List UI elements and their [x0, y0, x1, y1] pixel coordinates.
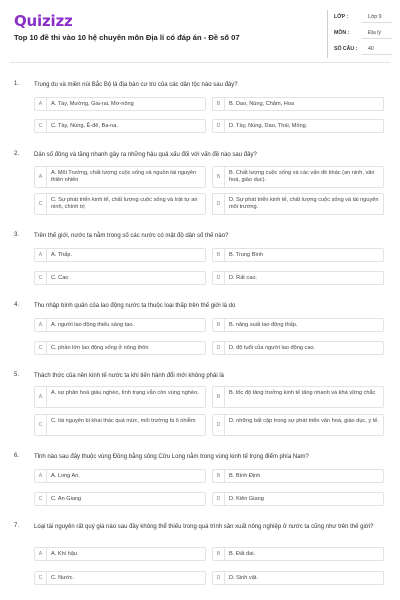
meta-count-label: SỐ CÂU : — [334, 46, 358, 52]
option-text: A. Thấp. — [51, 252, 73, 258]
question-number: 1. — [14, 81, 20, 87]
option-a[interactable] — [34, 386, 206, 408]
option-text: B. Đất đai. — [229, 551, 256, 557]
option-a[interactable] — [34, 318, 206, 332]
option-b[interactable] — [212, 97, 384, 111]
option-letter: A — [35, 387, 47, 407]
option-text: D. Sinh vật. — [229, 575, 258, 581]
option-letter: A — [35, 319, 47, 331]
meta-subject-value: Địa lý — [368, 30, 381, 36]
option-text: D. Kiên Giang — [229, 496, 264, 502]
option-text: B. Trung Bình — [229, 252, 264, 258]
option-text: D. những bất cập trong sự phát triển văn hoá, giáo dục, y tế. — [229, 418, 379, 424]
option-text: A. sự phân hoá giàu nghèo, tình trạng vẫn còn vùng nghèo. — [51, 390, 199, 396]
meta-grade-value: Lớp 9 — [368, 14, 382, 20]
option-letter: B — [213, 387, 225, 407]
option-d[interactable] — [212, 119, 384, 133]
option-text: A. Môi Trường, chất lượng cuộc sống và nguồn tài nguyên thiên nhiên — [51, 170, 197, 183]
meta-grade-line — [362, 22, 392, 23]
option-text: A. người lao động thiếu sáng tạo. — [51, 322, 134, 328]
option-letter: B — [213, 167, 225, 187]
option-letter: D — [213, 415, 225, 435]
option-text: C. An Giang — [51, 496, 82, 502]
meta-count-line — [362, 54, 392, 55]
worksheet-title: Top 10 đề thi vào 10 hệ chuyên môn Địa lí có đáp án - Đề số 07 — [14, 33, 240, 42]
option-b[interactable] — [212, 318, 384, 332]
option-a[interactable] — [34, 248, 206, 262]
option-letter: D — [213, 493, 225, 505]
option-text: C. phần lớn lao động sống ở nông thôn — [51, 345, 149, 351]
option-text: A. Khí hậu — [51, 551, 78, 557]
option-c[interactable] — [34, 341, 206, 355]
option-letter: B — [213, 548, 225, 560]
option-c[interactable] — [34, 414, 206, 436]
question-text: Thách thức của nền kinh tế nước ta khi tiến hành đổi mới không phải là — [34, 373, 225, 379]
option-c[interactable] — [34, 492, 206, 506]
option-text: C. Sự phát triển kinh tế, chất lượng cuộc sống và trật tự an ninh, chính trị — [51, 197, 198, 210]
question-number: 5. — [14, 372, 20, 378]
meta-grade-label: LỚP : — [334, 14, 349, 20]
question-text: Tỉnh nào sau đây thuộc vùng Đồng bằng sông Cửu Long nằm trong vùng kinh tế trọng điểm phía Nam? — [34, 454, 309, 460]
option-text: A. Long An. — [51, 473, 80, 479]
option-letter: B — [213, 319, 225, 331]
option-letter: C — [35, 493, 47, 505]
option-text: D. Rất cao. — [229, 275, 257, 281]
question-number: 4. — [14, 302, 20, 308]
option-text: C. Nước. — [51, 575, 74, 581]
question-text: Dân số đông và tăng nhanh gây ra những hậu quả xấu đối với vấn đề nào sau đây? — [34, 152, 257, 158]
option-letter: D — [213, 194, 225, 214]
option-text: A. Tày, Mường, Gia-rai, Mơ-nông — [51, 101, 134, 107]
option-d[interactable] — [212, 571, 384, 585]
question-number: 2. — [14, 151, 20, 157]
option-letter: C — [35, 194, 47, 214]
option-text: B. tốc độ tăng trưởng kinh tế tăng nhanh và khá vững chắc — [229, 390, 376, 396]
meta-grade — [334, 10, 394, 24]
option-c[interactable] — [34, 271, 206, 285]
option-text: D. độ tuổi của người lao động cao. — [229, 345, 316, 351]
question-text: Trên thế giới, nước ta nằm trong số các nước có mật độ dân số thế nào? — [34, 233, 229, 239]
question-number: 6. — [14, 453, 20, 459]
option-c[interactable] — [34, 119, 206, 133]
quizizz-logo: Quizizz — [14, 12, 73, 30]
option-letter: A — [35, 167, 47, 187]
option-letter: A — [35, 548, 47, 560]
meta-subject — [334, 26, 394, 40]
option-b[interactable] — [212, 248, 384, 262]
option-letter: C — [35, 572, 47, 584]
option-b[interactable] — [212, 166, 384, 188]
option-d[interactable] — [212, 271, 384, 285]
option-b[interactable] — [212, 547, 384, 561]
question-text: Loại tài nguyên rất quý giá nào sau đây không thể thiếu trong quá trình sản xuất nông nghiệp ở nước ta cũng như trên thế giới? — [34, 524, 374, 530]
option-letter: D — [213, 272, 225, 284]
option-text: B. Chất lượng cuộc sống và các vấn đề khác (an ninh, văn hoá, giáo dục). — [229, 170, 375, 183]
option-b[interactable] — [212, 469, 384, 483]
option-letter: A — [35, 470, 47, 482]
option-d[interactable] — [212, 341, 384, 355]
option-text: B. năng suất lao động thấp. — [229, 322, 298, 328]
question-number: 3. — [14, 232, 20, 238]
option-letter: B — [213, 470, 225, 482]
option-c[interactable] — [34, 193, 206, 215]
option-b[interactable] — [212, 386, 384, 408]
option-text: D. Tày, Nùng, Dao, Thái, Mông. — [229, 123, 308, 129]
option-letter: B — [213, 249, 225, 261]
option-a[interactable] — [34, 547, 206, 561]
option-letter: A — [35, 249, 47, 261]
option-letter: C — [35, 415, 47, 435]
option-letter: C — [35, 272, 47, 284]
meta-count — [334, 42, 394, 56]
option-letter: A — [35, 98, 47, 110]
option-a[interactable] — [34, 97, 206, 111]
question-number: 7. — [14, 523, 20, 529]
option-text: C. Tày, Nùng, Ê-đê, Ba-na. — [51, 123, 118, 129]
option-letter: C — [35, 342, 47, 354]
header-divider — [10, 62, 390, 63]
option-d[interactable] — [212, 414, 384, 436]
option-letter: C — [35, 120, 47, 132]
option-a[interactable] — [34, 469, 206, 483]
option-text: B. Dao, Nùng, Chăm, Hoa — [229, 101, 294, 107]
option-text: B. Bình Định — [229, 473, 261, 479]
worksheet-header — [0, 0, 400, 64]
option-c[interactable] — [34, 571, 206, 585]
option-letter: B — [213, 98, 225, 110]
option-d[interactable] — [212, 492, 384, 506]
option-a[interactable] — [34, 166, 206, 188]
option-text: D. Sự phát triển kinh tế, chất lượng cuộc sống và tài nguyên môi trường. — [229, 197, 379, 210]
option-text: C. tài nguyên bị khai thác quá mức, môi trường bị ô nhiễm — [51, 418, 196, 424]
option-letter: D — [213, 120, 225, 132]
meta-count-value: 40 — [368, 46, 374, 52]
meta-divider — [327, 10, 328, 58]
option-letter: D — [213, 572, 225, 584]
option-letter: D — [213, 342, 225, 354]
option-text: C. Cao — [51, 275, 69, 281]
meta-subject-line — [362, 38, 392, 39]
meta-subject-label: MÔN : — [334, 30, 350, 36]
option-d[interactable] — [212, 193, 384, 215]
question-text: Trung du và miền núi Bắc Bộ là địa bàn cư trú của các dân tộc nào sau đây? — [34, 82, 238, 88]
question-text: Thu nhập bình quân của lao động nước ta thuộc loại thấp trên thế giới là do — [34, 303, 236, 309]
